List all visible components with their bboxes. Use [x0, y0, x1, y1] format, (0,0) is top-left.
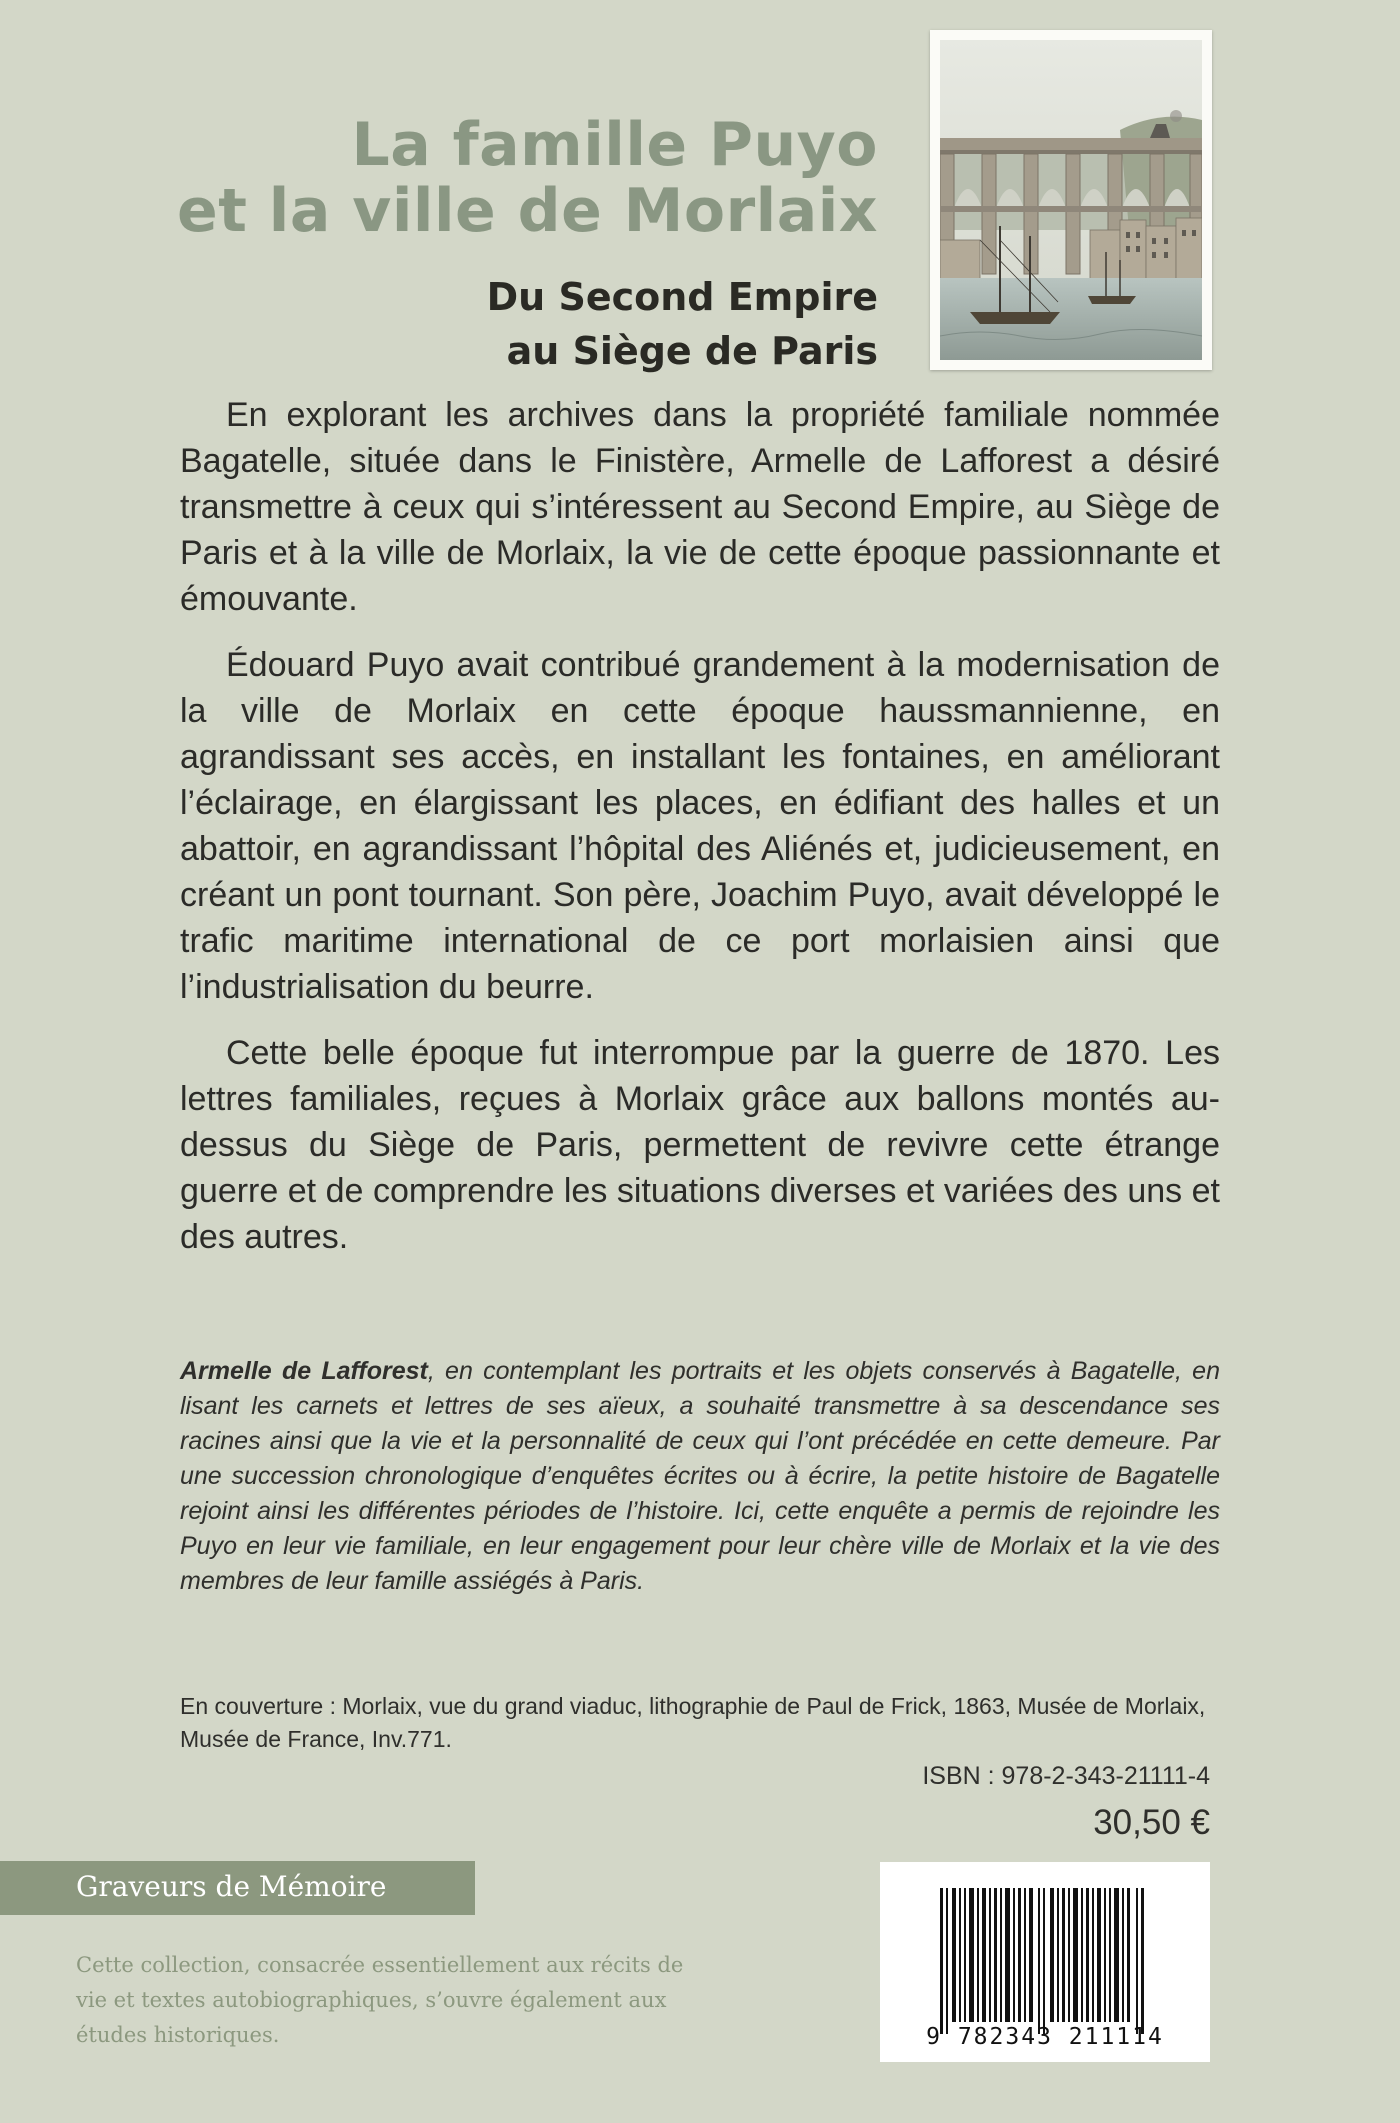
title-line-2: et la ville de Morlaix — [177, 176, 878, 246]
subtitle-line-1: Du Second Empire — [486, 275, 878, 319]
book-subtitle — [487, 270, 878, 378]
viaduct-image — [940, 40, 1202, 360]
barcode — [880, 1862, 1210, 2062]
price: 30,50 € — [1093, 1803, 1210, 1842]
barcode-digits: 9 782343 211114 — [926, 2024, 1164, 2050]
author-bio-text: , en contemplant les portraits et les objets conservés à Bagatelle, en lisant les carnets et lettres de ses aïeux, a souhaité transmettre à sa descendance ses racines ainsi que la vie et la personnalité de ceux qui l’ont précédée en cette demeure. Par une succession chronologique d’enquêtes écrites ou à écrire, la petite histoire de Bagatelle rejoint ainsi les différentes périodes de l’histoire. Ici, cette enquête a permis de rejoindre les Puyo en leur vie familiale, en leur engagement pour leur chère ville de Morlaix et la vie des membres de leur famille assiégés à Paris. — [180, 1357, 1220, 1595]
viaduct-illustration — [930, 30, 1212, 370]
collection-description: Cette collection, consacrée essentiellement aux récits de vie et textes autobiographiques, s’ouvre également aux études historiques. — [76, 1953, 684, 2047]
back-cover-description — [180, 392, 1220, 1280]
book-title — [177, 112, 878, 244]
author-name: Armelle de Lafforest — [180, 1357, 428, 1385]
cover-credit: En couverture : Morlaix, vue du grand viaduc, lithographie de Paul de Frick, 1863, Musée de Morlaix, Musée de France, Inv.771. — [180, 1693, 1206, 1752]
description-paragraph-1: En explorant les archives dans la propriété familiale nommée Bagatelle, située dans le Finistère, Armelle de Lafforest a désiré transmettre à ceux qui s’intéressent au Second Empire, au Siège de Paris et à la ville de Morlaix, la vie de cette époque passionnante et émouvante. — [180, 396, 1220, 618]
description-paragraph-3: Cette belle époque fut interrompue par la guerre de 1870. Les lettres familiales, reçues à Morlaix grâce aux ballons montés au-dessus du Siège de Paris, permettent de revivre cette étrange guerre et de comprendre les situations diverses et variées des uns et des autres. — [180, 1034, 1220, 1256]
collection-band — [0, 1861, 475, 1915]
author-bio — [180, 1354, 1220, 1599]
description-paragraph-2: Édouard Puyo avait contribué grandement à la modernisation de la ville de Morlaix en cette époque haussmannienne, en agrandissant ses accès, en installant les fontaines, en améliorant l’éclairage, en élargissant les places, en édifiant des halles et un abattoir, en agrandissant l’hôpital des Aliénés et, judicieusement, en créant un pont tournant. Son père, Joachim Puyo, avait développé le trafic maritime international de ce port morlaisien ainsi que l’industrialisation du beurre. — [180, 646, 1220, 1006]
title-line-1: La famille Puyo — [351, 110, 878, 180]
collection-name: Graveurs de Mémoire — [76, 1870, 387, 1903]
subtitle-line-2: au Siège de Paris — [506, 329, 878, 373]
isbn: ISBN : 978-2-343-21111-4 — [922, 1762, 1210, 1790]
